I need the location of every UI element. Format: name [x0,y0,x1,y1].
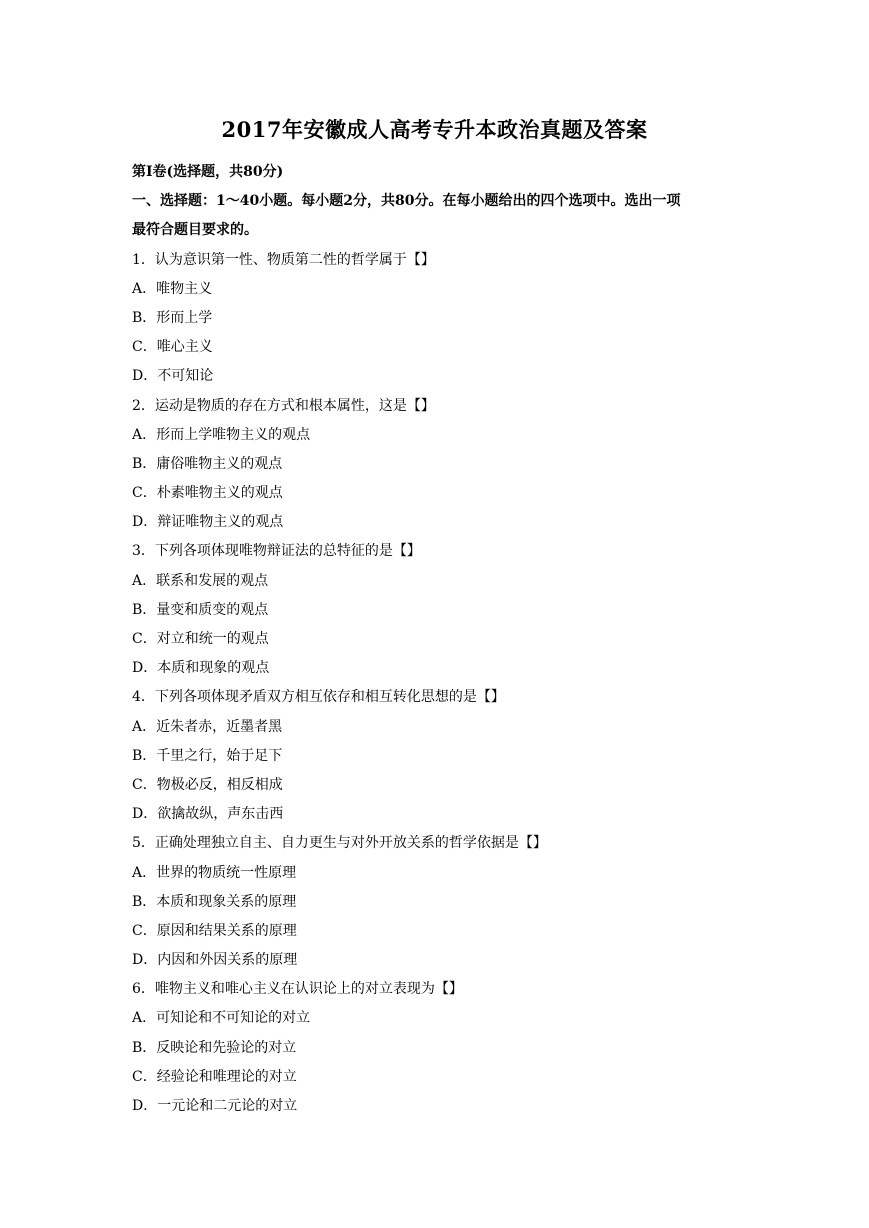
option-c: C．朴素唯物主义的观点 [132,485,283,502]
question-2 [132,392,742,538]
option-c: C．唯心主义 [132,339,213,356]
option-b: B．形而上学 [132,309,213,326]
option-c: C．对立和统一的观点 [132,631,269,647]
document-title: 2017年安徽成人高考专升本政治真题及答案 [221,117,648,142]
question-stem: 3．下列各项体现唯物辩证法的总特征的是【】 [132,543,421,560]
question-stem: 6．唯物主义和唯心主义在认识论上的对立表现为【】 [132,981,463,998]
option-a: A．唯物主义 [132,280,213,297]
instruction-line-2: 最符合题目要求的。 [132,222,258,239]
question-6 [132,975,742,1121]
option-d: D．辩证唯物主义的观点 [132,514,284,531]
option-b: B．本质和现象关系的原理 [132,893,297,910]
option-d: D．一元论和二元论的对立 [132,1098,298,1114]
document-body [132,158,742,1121]
question-stem: 4．下列各项体现矛盾双方相互依存和相互转化思想的是【】 [132,689,505,706]
option-b: B．反映论和先验论的对立 [132,1039,297,1056]
option-c: C．经验论和唯理论的对立 [132,1068,297,1085]
option-a: A．世界的物质统一性原理 [132,864,297,881]
option-c: C．原因和结果关系的原理 [132,922,297,939]
option-a: A．近朱者赤，近墨者黑 [132,718,283,735]
option-d: D．不可知论 [132,368,214,385]
question-1 [132,246,742,392]
option-d: D．内因和外因关系的原理 [132,952,298,969]
question-stem: 1．认为意识第一性、物质第二性的哲学属于【】 [132,251,435,268]
option-a: A．联系和发展的观点 [132,572,269,589]
option-b: B．千里之行，始于足下 [132,747,283,764]
question-stem: 5．正确处理独立自主、自力更生与对外开放关系的哲学依据是【】 [132,835,547,852]
question-5 [132,829,742,975]
option-a: A．可知论和不可知论的对立 [132,1010,311,1027]
instruction-line-1: 一、选择题：1～40小题。每小题2分，共80分。在每小题给出的四个选项中。选出一项 [132,193,681,210]
option-c: C．物极必反，相反相成 [132,776,283,793]
option-d: D．欲擒故纵，声东击西 [132,806,284,823]
option-d: D．本质和现象的观点 [132,660,270,677]
question-stem: 2．运动是物质的存在方式和根本属性，这是【】 [132,397,435,414]
question-4 [132,683,742,829]
question-3 [132,537,742,683]
option-b: B．庸俗唯物主义的观点 [132,455,283,472]
option-b: B．量变和质变的观点 [132,601,269,618]
option-a: A．形而上学唯物主义的观点 [132,426,311,443]
part-heading: 第Ⅰ卷(选择题，共80分) [132,164,284,180]
